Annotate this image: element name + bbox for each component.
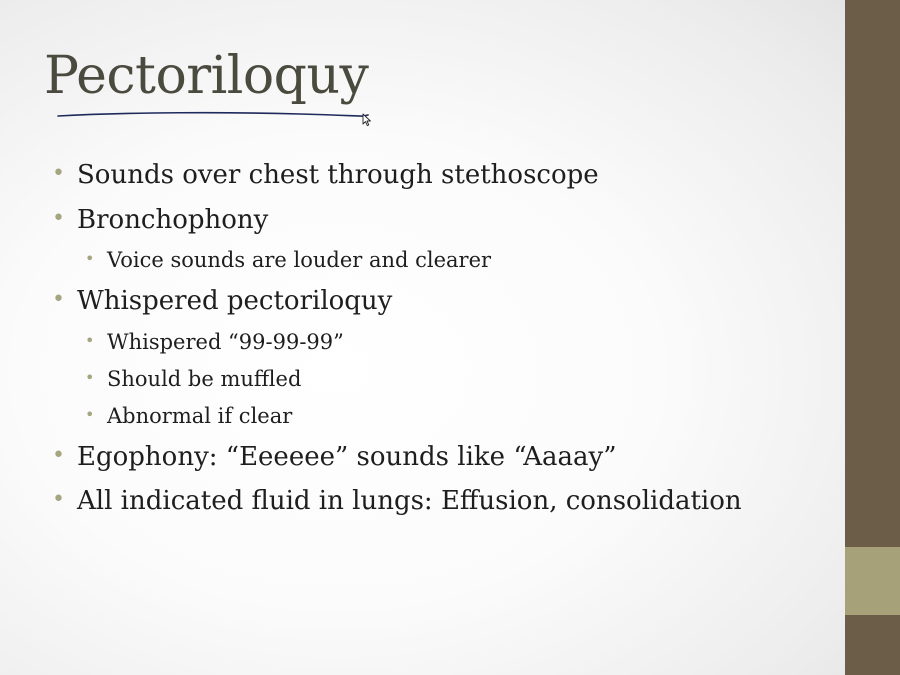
- bullet-marker: •: [85, 405, 95, 424]
- bullet-item: [52, 286, 393, 316]
- decorative-side-accent: [845, 547, 900, 615]
- bullet-text: Whispered pectoriloquy: [77, 286, 393, 316]
- bullet-marker: •: [52, 206, 65, 231]
- sub-bullet-item: [85, 248, 492, 272]
- sub-bullet-item: [85, 404, 293, 428]
- bullet-text: Egophony: “Eeeeee” sounds like “Aaaay”: [77, 442, 617, 472]
- bullet-text: All indicated fluid in lungs: Effusion, consolidation: [77, 486, 742, 516]
- bullet-marker: •: [85, 331, 95, 350]
- bullet-item: [52, 442, 617, 472]
- bullet-text: Should be muffled: [107, 367, 302, 391]
- bullet-text: Sounds over chest through stethoscope: [77, 160, 599, 190]
- bullet-text: Voice sounds are louder and clearer: [107, 248, 492, 272]
- bullet-marker: •: [85, 249, 95, 268]
- bullet-item: [52, 486, 742, 516]
- bullet-item: [52, 205, 269, 235]
- bullet-text: Abnormal if clear: [107, 404, 293, 428]
- bullet-marker: •: [52, 487, 65, 512]
- bullet-marker: •: [52, 443, 65, 468]
- slide-title: Pectoriloquy: [44, 46, 369, 106]
- bullet-item: [52, 160, 599, 190]
- sub-bullet-item: [85, 367, 302, 391]
- bullet-marker: •: [85, 368, 95, 387]
- bullet-marker: •: [52, 161, 65, 186]
- sub-bullet-item: [85, 330, 344, 354]
- bullet-text: Bronchophony: [77, 205, 269, 235]
- bullet-marker: •: [52, 287, 65, 312]
- bullet-text: Whispered “99-99-99”: [107, 330, 344, 354]
